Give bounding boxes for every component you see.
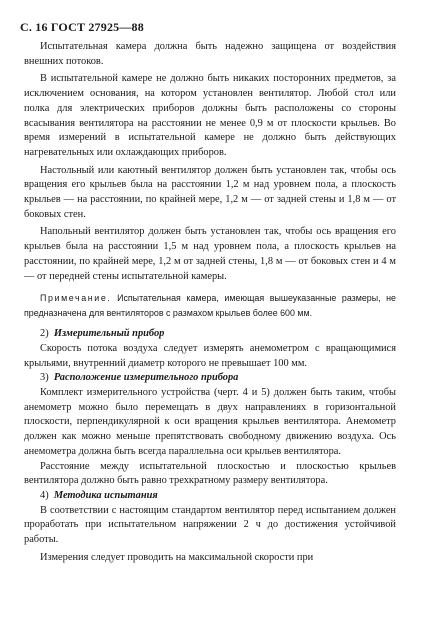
paragraph-airflow-measurement: Скорость потока воздуха следует измерять анемометром с вращающимися крыльями, внутренний диаметр которого не превышает 100 мм. — [24, 342, 396, 369]
paragraph-table-fan-placement: Настольный или каютный вентилятор должен быть установлен так, чтобы ось вращения его крыльев была на расстоянии 1,2 м над уровнем пола, а плоскость крыльев — на расстоянии, по крайней мере, 1,2 м — от задней стены и 1,8 м — от боковых стен. — [24, 164, 396, 220]
paragraph-warmup: В соответствии с настоящим стандартом вентилятор перед испытанием должен проработать при испытательном напряжении 2 ч до достижения устойчивой работы. — [24, 504, 396, 546]
paragraph-chamber-contents: В испытательной камере не должно быть никаких посторонних предметов, за исключением основания, на котором установлен вентилятор. Любой стол или полка для электрических приборов должны быть расположены со стороны всасывания вентилятора на расстоянии не менее 0,9 м от плоскости крыльев. Во время измерений в испытательной камере не должно быть действующих нагревательных или охлаждающих приборов. — [24, 73, 396, 158]
section-heading-measuring-device — [24, 327, 396, 342]
note-paragraph — [24, 291, 396, 320]
paragraph-max-speed: Измерения следует проводить на максимальной скорости при — [40, 551, 314, 563]
paragraph-floor-fan-placement: Напольный вентилятор должен быть установлен так, чтобы ось вращения его крыльев была на расстоянии 1,5 м над уровнем пола, а плоскость крыльев на расстоянии, по крайней мере, 1,2 м от задней стены, 1,8 м — от боковых стен и 4 м — от передней стены испытательной камеры. — [24, 226, 396, 282]
section-title: Измерительный прибор — [53, 328, 165, 340]
paragraph-plane-distance: Расстояние между испытательной плоскостью и плоскостью крыльев вентилятора должно быть равно трехкратному размеру вентилятора. — [24, 460, 396, 487]
document-body — [24, 40, 396, 566]
section-title: Расположение измерительного прибора — [53, 372, 239, 384]
page-header: С. 16 ГОСТ 27925—88 — [20, 20, 144, 34]
paragraph-chamber-protection: Испытательная камера должна быть надежно защищена от воздействия внешних потоков. — [24, 41, 396, 67]
note-label: Примечание. — [40, 293, 112, 304]
note-text: Испытательная камера, имеющая вышеуказанные размеры, не предназначена для вентиляторов с размахом крыльев более 600 мм. — [24, 293, 396, 318]
section-title: Методика испытания — [53, 489, 158, 501]
paragraph-device-set: Комплект измерительного устройства (черт. 4 и 5) должен быть таким, чтобы анемометр можно было перемещать в двух направлениях в горизонтальной плоскости, перпендикулярной к оси вращения крыльев вентилятора. Анемометр должен как можно меньше препятствовать свободному движению воздуха. Ось анемометра должна быть всегда параллельна оси крыльев вентилятора. — [24, 387, 396, 457]
section-number: 3) — [40, 372, 49, 384]
section-number: 2) — [40, 328, 49, 340]
section-heading-device-placement — [24, 371, 396, 386]
section-number: 4) — [40, 489, 49, 501]
section-heading-test-method — [24, 489, 396, 504]
